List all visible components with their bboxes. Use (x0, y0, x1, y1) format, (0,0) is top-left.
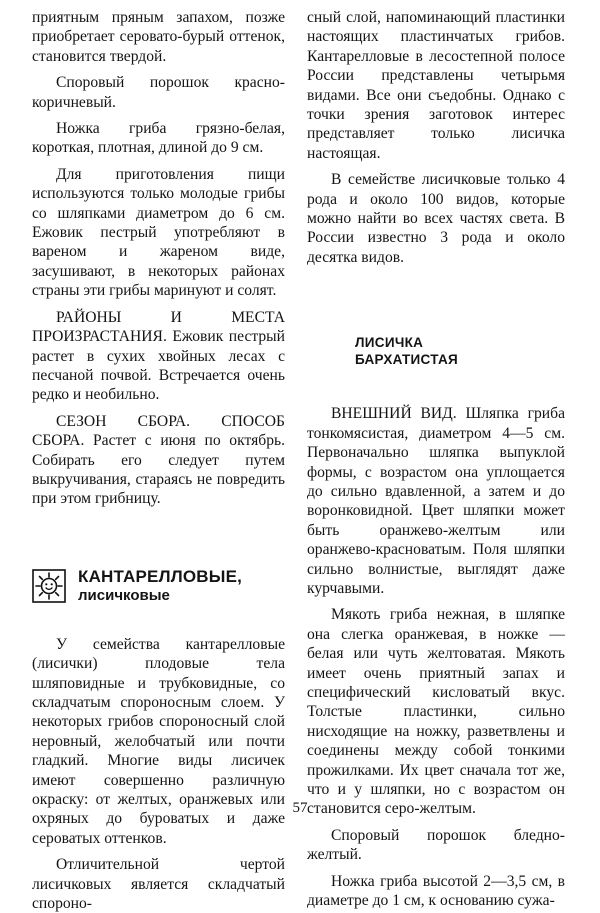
left-paragraph-usage: Для приготовления пищи используются только молодые грибы со шляпками диаметром до 6 см. Ежовик пестрый употребляют в вареном и жареном виде, засушивают, в некоторых районах страны эти грибы маринуют и солят. (32, 165, 285, 300)
species-heading-line-2: БАРХАТИСТАЯ (355, 352, 459, 368)
left-paragraph-spore: Споровый порошок красно-коричневый. (32, 74, 285, 111)
right-column (307, 0, 565, 910)
right-paragraph-1: сный слой, напоминающий пластинки настоящих пластинчатых грибов. Кантарелловые в лесостепной полосе России представлены четырьмя видами. Все они съедобны. Однако с точки зрения заготовок интерес представляет только лисичка настоящая. (307, 9, 565, 162)
family-title: КАНТАРЕЛЛОВЫЕ, (78, 566, 243, 586)
left-paragraph-stem: Ножка гриба грязно-белая, короткая, плотная, длиной до 9 см. (32, 120, 285, 157)
right-paragraph-appearance: ВНЕШНИЙ ВИД. Шляпка гриба тонкомясистая, диаметром 4—5 см. Первоначально шляпка выпуклой формы, с возрастом она уплощается до сильно вдавленной, а затем и до воронковидной. Цвет шляпки может быть оранжево-желтым или оранжево-красноватым. Поля шляпки сильно волнистые, выглядят даже курчавыми. (307, 405, 565, 597)
sun-face-icon (32, 569, 66, 603)
left-column (32, 0, 285, 913)
left-paragraph-family-trait: Отличительной чертой лисичковых является складчатый спороно- (32, 856, 285, 913)
left-paragraph-1: приятным пряным запахом, позже приобретает серовато-бурый оттенок, становится твердой. (32, 9, 285, 65)
species-heading-line-1: ЛИСИЧКА (355, 335, 424, 351)
family-heading (32, 567, 285, 605)
left-paragraph-family-intro: У семейства кантарелловые (лисички) плодовые тела шляповидные и трубковидные, со складчатым спороносным слоем. У некоторых грибов спороносный слой неровный, желобчатый или почти гладкий. Многие виды лисичек имеют совершенно различную окраску: от желтых, оранжевых или охряных до буроватых и даже сероватых оттенков. (32, 635, 285, 847)
page-number: 57 (292, 800, 308, 816)
species-heading (355, 334, 565, 368)
family-subtitle: лисичковые (78, 586, 170, 604)
left-paragraph-habitat: РАЙОНЫ И МЕСТА ПРОИЗРАСТАНИЯ. Ежовик пестрый растет в сухих хвойных лесах с песчаной почвой. Встречается очень редко и необильно. (32, 308, 285, 404)
family-heading-text (78, 567, 242, 605)
right-paragraph-genera: В семействе лисичковые только 4 рода и около 100 видов, которые можно найти во всех частях света. В России известно 3 рода и около десятка видов. (307, 171, 565, 266)
right-paragraph-spore: Споровый порошок бледно-желтый. (307, 826, 565, 864)
right-paragraph-flesh: Мякоть гриба нежная, в шляпке она слегка оранжевая, в ножке — белая или чуть желтоватая. Мякоть имеет очень приятный запах и специфический кисловатый вкус. Толстые пластинки, сильно нисходящие на ножку, разветвлены и соединены между собой тонкими прожилками. Их цвет сначала тот же, что и у шляпки, но с возрастом он становится серо-желтым. (307, 606, 565, 818)
right-paragraph-stem: Ножка гриба высотой 2—3,5 см, в диаметре до 1 см, к основанию сужа- (307, 872, 565, 910)
left-paragraph-season: СЕЗОН СБОРА. СПОСОБ СБОРА. Растет с июня по октябрь. Собирать его следует путем выкручивания, стараясь не повредить при этом грибницу. (32, 412, 285, 508)
